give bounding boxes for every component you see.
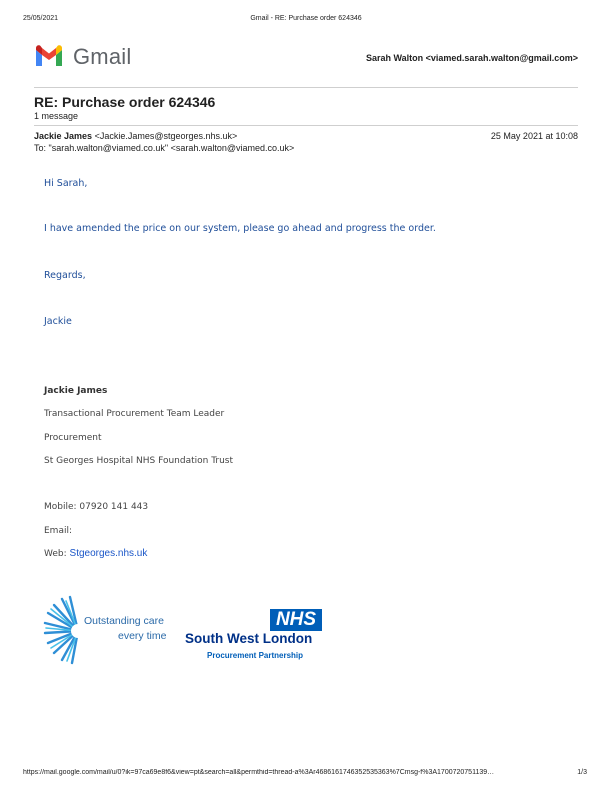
gmail-logo-text: Gmail [73, 44, 132, 69]
sender-name: Jackie James [34, 131, 93, 141]
message-greeting: Hi Sarah, [44, 178, 88, 189]
signature-web [44, 548, 147, 559]
procurement-partnership-label: Procurement Partnership [207, 651, 304, 660]
outstanding-care-logo-icon [42, 593, 90, 665]
print-footer-url: https://mail.google.com/mail/u/0?ik=97ca69e8f6&view=pt&search=all&permthid=thread-a%3Ar4686161746352535363%7Cmsg-f%3A1700720751139… [23, 769, 495, 776]
message-signoff: Jackie [44, 316, 72, 327]
signature-web-label: Web: [44, 549, 67, 559]
signature-email-label: Email: [44, 526, 73, 536]
header-divider [34, 87, 578, 88]
print-date: 25/05/2021 [23, 15, 59, 22]
signature-name: Jackie James [44, 386, 108, 396]
gmail-logo-icon [34, 44, 64, 68]
signature-role: Transactional Procurement Team Leader [44, 409, 225, 419]
website-link[interactable]: Stgeorges.nhs.uk [69, 548, 148, 559]
signature-department: Procurement [44, 433, 102, 443]
message-count: 1 message [34, 111, 79, 121]
subject-divider [34, 125, 578, 126]
outstanding-care-line1: Outstanding care [84, 615, 164, 627]
sender-email: <Jackie.James@stgeorges.nhs.uk> [94, 131, 238, 141]
message-recipients: To: "sarah.walton@viamed.co.uk" <sarah.walton@viamed.co.uk> [34, 143, 295, 153]
thread-subject: RE: Purchase order 624346 [34, 94, 216, 110]
signature-mobile: Mobile: 07920 141 443 [44, 502, 149, 512]
message-body: I have amended the price on our system, please go ahead and progress the order. [44, 223, 436, 234]
south-west-london-label: South West London [185, 631, 313, 646]
message-date: 25 May 2021 at 10:08 [490, 131, 578, 141]
message-closing: Regards, [44, 270, 86, 281]
print-page-number: 1/3 [577, 769, 587, 776]
print-title: Gmail - RE: Purchase order 624346 [250, 15, 362, 22]
message-from [34, 131, 237, 141]
account-label: Sarah Walton <viamed.sarah.walton@gmail.com> [365, 53, 578, 63]
signature-organisation: St Georges Hospital NHS Foundation Trust [44, 456, 234, 466]
nhs-logo: NHS [270, 609, 322, 631]
outstanding-care-line2: every time [118, 630, 167, 642]
